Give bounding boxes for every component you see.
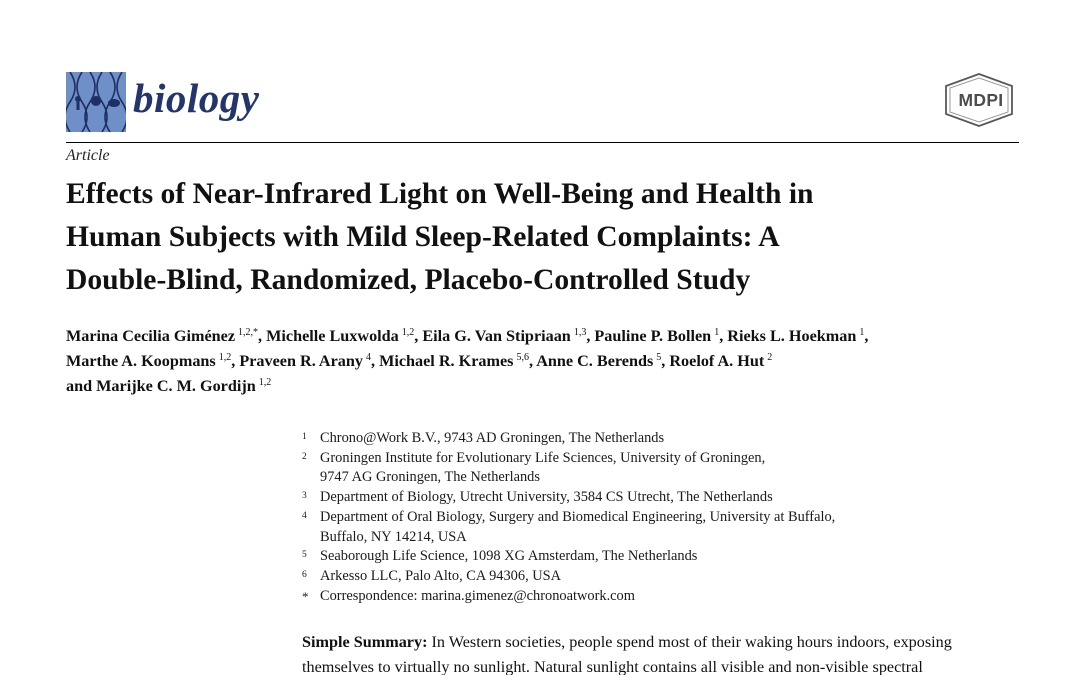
author-name: Eila G. Van Stipriaan bbox=[422, 327, 571, 345]
author-affiliation-marker: 5 bbox=[656, 352, 662, 363]
summary-line bbox=[302, 630, 1018, 655]
author-name: Praveen R. Arany bbox=[239, 352, 363, 370]
affiliation-text: Arkesso LLC, Palo Alto, CA 94306, USA bbox=[320, 567, 562, 584]
author-affiliation-marker: 1,3 bbox=[573, 327, 587, 338]
affiliation-item bbox=[298, 547, 1018, 567]
affiliation-number: 5 bbox=[302, 550, 307, 561]
journal-name: biology bbox=[133, 75, 260, 121]
author-name: Michelle Luxwolda bbox=[266, 327, 399, 345]
affiliation-text: 9747 AG Groningen, The Netherlands bbox=[320, 469, 540, 486]
author-affiliation-marker: 1 bbox=[859, 327, 865, 338]
affiliation-item bbox=[298, 567, 1018, 587]
affiliation-item bbox=[298, 449, 1018, 488]
journal-logo-icon bbox=[66, 72, 126, 132]
author-affiliation-marker: 1,2 bbox=[258, 377, 272, 388]
affiliation-number: 2 bbox=[302, 451, 307, 462]
summary-line: themselves to virtually no sunlight. Natural sunlight contains all visible and non-visible spectral bbox=[302, 658, 923, 675]
affiliation-text: Department of Oral Biology, Surgery and Biomedical Engineering, University at Buffalo, bbox=[320, 508, 836, 525]
affiliation-number: 3 bbox=[302, 491, 307, 502]
affiliation-text: Buffalo, NY 14214, USA bbox=[320, 528, 467, 545]
affiliation-text: Seaborough Life Science, 1098 XG Amsterdam, The Netherlands bbox=[320, 548, 698, 565]
article-title bbox=[66, 173, 1006, 302]
simple-summary bbox=[302, 630, 1018, 675]
author-name: Marthe A. Koopmans bbox=[66, 352, 216, 370]
header-divider bbox=[66, 142, 1019, 143]
author-affiliation-marker: 2 bbox=[767, 352, 773, 363]
affiliation-item bbox=[298, 429, 1018, 449]
publisher-name: MDPI bbox=[958, 90, 1004, 110]
author-name: Anne C. Berends bbox=[536, 352, 654, 370]
author-name: Rieks L. Hoekman bbox=[727, 327, 857, 345]
author-name: and Marijke C. M. Gordijn bbox=[66, 377, 256, 395]
author-name: Roelof A. Hut bbox=[669, 352, 765, 370]
author-name: Marina Cecilia Giménez bbox=[66, 327, 236, 345]
author-affiliation-marker: 1,2 bbox=[401, 327, 415, 338]
affiliation-number: 1 bbox=[302, 432, 307, 442]
summary-label: Simple Summary: bbox=[302, 633, 428, 651]
affiliation-text: Chrono@Work B.V., 9743 AD Groningen, The Netherlands bbox=[320, 430, 665, 446]
author-affiliation-marker: 1 bbox=[714, 327, 720, 338]
author-list bbox=[66, 324, 1026, 399]
affiliation-item bbox=[298, 488, 1018, 508]
title-line: Effects of Near-Infrared Light on Well-Being and Health in bbox=[66, 178, 814, 210]
affiliation-number: 6 bbox=[302, 569, 307, 580]
author-line: Marina Cecilia Giménez $^{1,2,*}$, Michelle Luxwolda $^{1,2}$, Eila G. Van Stipriaan $^{1,3}$, Pauline P. Bollen $^1$, Rieks L. Hoekman $^1$, bbox=[66, 327, 869, 345]
affiliation-list bbox=[298, 429, 1018, 606]
affiliation-text: Department of Biology, Utrecht University, 3584 CS Utrecht, The Netherlands bbox=[320, 489, 773, 506]
author-name: Pauline P. Bollen bbox=[594, 327, 712, 345]
article-type: Article bbox=[66, 147, 110, 164]
correspondence-marker: * bbox=[302, 588, 309, 604]
correspondence-item bbox=[298, 587, 1018, 607]
author-line bbox=[66, 374, 1026, 399]
summary-text: In Western societies, people spend most of their waking hours indoors, exposing bbox=[431, 633, 952, 651]
affiliation-text: Groningen Institute for Evolutionary Life Sciences, University of Groningen, bbox=[320, 449, 766, 466]
title-line: Human Subjects with Mild Sleep-Related Complaints: A bbox=[66, 221, 780, 253]
author-affiliation-marker: 4 bbox=[365, 352, 371, 363]
author-affiliation-marker: 5,6 bbox=[516, 352, 529, 363]
affiliation-item bbox=[298, 508, 1018, 547]
author-affiliation-marker: 1,2 bbox=[218, 352, 232, 363]
author-name: Michael R. Krames bbox=[379, 352, 514, 370]
title-line: Double-Blind, Randomized, Placebo-Controlled Study bbox=[66, 264, 751, 296]
affiliation-number: 4 bbox=[302, 510, 307, 521]
author-affiliation-marker: 1,2,* bbox=[238, 327, 259, 338]
correspondence-text[interactable]: Correspondence: marina.gimenez@chronoatwork.com bbox=[320, 587, 635, 604]
author-line: Marthe A. Koopmans $^{1,2}$, Praveen R. Arany $^4$, Michael R. Krames $^{5,6}$, Anne C. Berends $^5$, Roelof A. Hut $^2$ bbox=[66, 352, 773, 370]
